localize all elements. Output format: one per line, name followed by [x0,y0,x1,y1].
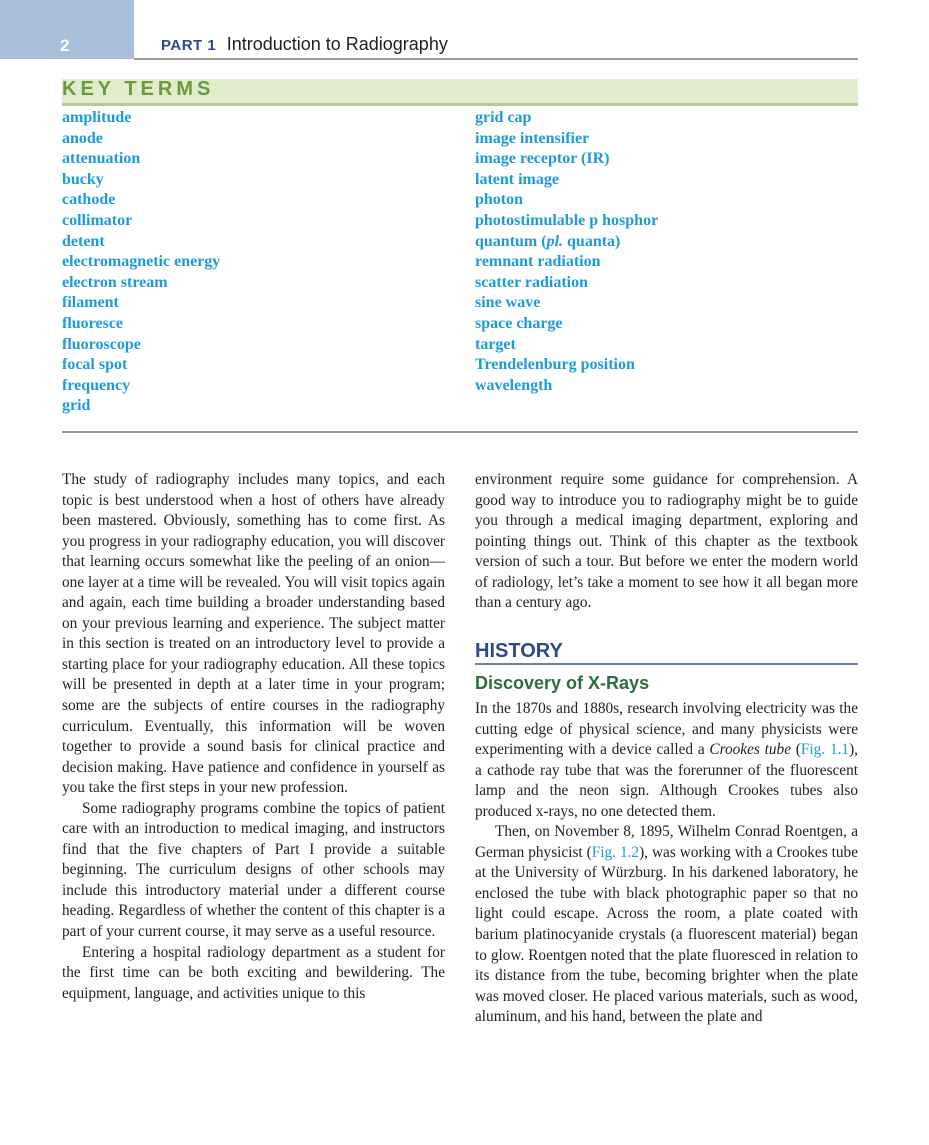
key-term[interactable]: focal spot [62,356,128,374]
key-term[interactable]: anode [62,129,103,147]
text-run: ), a cathode ray tube that was the forerunner of the fluorescent lamp and the neon sign. Although Crookes tubes also produced x-rays, no one detected them. [475,741,858,820]
body-paragraph [475,822,858,1027]
key-term[interactable]: latent image [475,170,559,188]
body-right-history [475,699,858,1028]
text-run: In the 1870s and 1880s, research involving electricity was the cutting edge of physical science, and many physicists were experimenting with a device called a [475,700,858,759]
part-title: Introduction to Radiography [226,34,448,54]
page-number: 2 [60,36,70,55]
key-terms-right-list [475,108,658,396]
key-term[interactable]: image receptor (IR) [475,150,610,168]
key-term[interactable]: photon [475,191,524,209]
key-term[interactable]: filament [62,294,119,312]
key-terms-title: KEY TERMS [62,78,215,100]
body-paragraph [475,699,858,822]
key-terms-left-list [62,108,220,417]
key-term[interactable]: Trendelenburg position [475,356,635,374]
discovery-subheading: Discovery of X-Rays [475,673,650,693]
key-term[interactable]: electron stream [62,273,168,291]
history-heading: HISTORY [475,640,563,662]
key-term[interactable]: fluoroscope [62,335,141,353]
key-term[interactable]: fluoresce [62,314,124,332]
plural-abbrev: pl. [546,232,564,250]
key-term[interactable]: electromagnetic energy [62,253,221,271]
key-term[interactable]: detent [62,232,105,250]
body-paragraph: environment require some guidance for comprehension. A good way to introduce you to radiography might be to guide you through a medical imaging department, exploring and pointing things out. Think of this chapter as the textbook version of such a tour. But before we enter the modern world of radiology, let’s take a moment to see how it all began more than a century ago. [475,471,858,612]
body-paragraph: The study of radiography includes many topics, and each topic is best understood when a host of others have already been mastered. Obviously, something has to come first. As you progress in your radiography education, you will discover that learning occurs somewhat like the peeling of an onion—one layer at a time will be revealed. You will visit topics again and again, each time building a broader understanding based on your previous learning and experience. The subject matter in this section is treated on an introductory level to provide a starting place for your radiography education. All these topics will be presented in depth at a later time in your program; some are the subjects of entire courses in the radiography curriculum. Eventually, this information will be woven together to provide a sound basis for clinical practice and decision making. Have patience and confidence in yourself as you take the first steps in your new profession. [62,471,445,797]
text-run: Then, on November 8, 1895, Wilhelm Conrad Roentgen, a German physicist ( [475,823,858,861]
key-term[interactable]: grid [62,397,91,415]
figure-reference-link[interactable]: Fig. 1.1 [800,741,850,759]
text-run: ( [791,741,801,759]
key-term[interactable]: remnant radiation [475,253,601,271]
body-paragraph: Some radiography programs combine the topics of patient care with an introduction to medical imaging, and instructors find that the five chapters of Part I provide a suitable beginning. The curriculum designs of other schools may include this introductory material under a different course heading. Regardless of whether the content of this chapter is a part of your current course, it may serve as a useful resource. [62,799,445,941]
crookes-tube-term: Crookes tube [709,741,791,759]
key-term[interactable]: cathode [62,191,116,209]
figure-reference-link[interactable]: Fig. 1.2 [591,843,640,861]
key-term[interactable]: attenuation [62,150,141,168]
key-term[interactable]: grid cap [475,109,532,126]
key-term[interactable]: wavelength [475,376,553,394]
key-terms-band-rule [62,103,858,106]
body-left-column [62,470,445,1004]
history-divider [475,663,858,665]
key-term[interactable]: target [475,335,516,353]
key-term[interactable]: collimator [62,211,133,229]
key-terms-divider [62,431,858,433]
key-term[interactable]: space charge [475,314,563,332]
key-term[interactable]: scatter radiation [475,273,589,291]
key-term[interactable]: amplitude [62,109,132,126]
key-term[interactable]: frequency [62,376,131,394]
header-divider [134,58,858,60]
body-paragraph: Entering a hospital radiology department as a student for the first time can be both exciting and bewildering. The equipment, language, and activities unique to this [62,943,445,1002]
key-term[interactable]: quantum (pl. quanta) [475,232,621,250]
body-right-intro [475,470,858,614]
part-label: PART 1 [161,37,217,54]
key-term[interactable]: sine wave [475,294,541,312]
key-term[interactable]: image intensifier [475,129,590,147]
key-term[interactable]: bucky [62,170,104,188]
text-run: ), was working with a Crookes tube at the University of Würzburg. In his darkened laboratory, he enclosed the tube with black photographic paper so that no light could escape. Across the room, a plate coated with barium platinocyanide crystals (a fluorescent material) began to glow. Roentgen noted that the plate fluoresced in relation to its distance from the tube, becoming brighter when the plate was moved closer. He placed various materials, such as wood, aluminum, and his hand, between the plate and [475,843,858,1026]
key-term[interactable]: photostimulable p hosphor [475,211,659,229]
running-head [161,34,448,55]
